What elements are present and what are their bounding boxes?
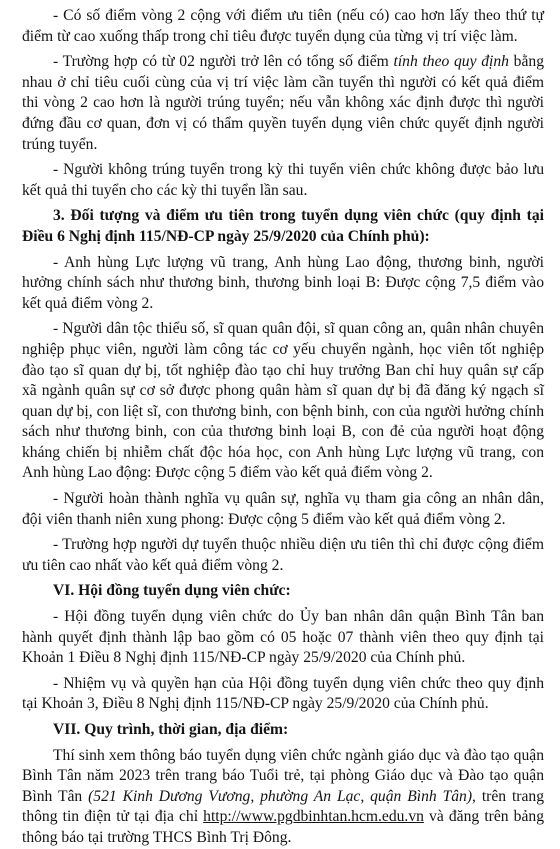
section-heading-council: VI. Hội đồng tuyển dụng viên chức: [53, 582, 291, 600]
tie-rule-text-start: - Trường hợp có từ 02 người trở lên có tổng số điểm [53, 53, 394, 71]
paragraph-no-reservation: - Người không trúng tuyển trong kỳ thi tuyển viên chức không được bảo lưu kết quả thi tuyển cho các kỳ thi tuyển lần sau. [22, 161, 544, 199]
paragraph-priority-groups: - Người dân tộc thiểu số, sĩ quan quân đội, sĩ quan công an, quân nhân chuyên nghiệp phục viên, người làm công tác cơ yếu chuyển ngành, học viên tốt nghiệp đào tạo sĩ quan dự bị, tốt nghiệp đào tạo chỉ huy trưởng Ban chỉ huy quân sự cấp xã ngành quân sự cơ sở được phong quân hàm sĩ quan dự bị đã đăng ký ngạch sĩ quan dự bị, con liệt sĩ, con thương binh, con bệnh binh, con của người hưởng chính sách như thương binh, con của thương binh loại B, con đẻ của người hoạt động kháng chiến bị nhiễm chất độc hóa học, con Anh hùng Lực lượng vũ trang, con Anh hùng Lao động: Được cộng 5 điểm vào kết quả điểm vòng 2. [22, 320, 544, 482]
paragraph-priority-service: - Người hoàn thành nghĩa vụ quân sự, nghĩa vụ tham gia công an nhân dân, đội viên thanh niên xung phong: Được cộng 5 điểm vào kết quả điểm vòng 2. [22, 490, 544, 528]
procedure-text-end: và đăng trên bảng thông báo tại trường THCS Bình Trị Đông. [22, 808, 544, 846]
paragraph-procedure-notice [22, 746, 544, 849]
paragraph-priority-multiple: - Trường hợp người dự tuyển thuộc nhiều diện ưu tiên thì chỉ được cộng điểm ưu tiên cao nhất vào kết quả điểm vòng 2. [22, 536, 544, 574]
paragraph-tie-rule [22, 52, 544, 155]
paragraph-ranking-rule: - Có số điểm vòng 2 cộng với điểm ưu tiên (nếu có) cao hơn lấy theo thứ tự điểm từ cao xuống thấp trong chỉ tiêu được tuyển dụng của từng vị trí việc làm. [22, 7, 544, 45]
paragraph-council-duties: - Nhiệm vụ và quyền hạn của Hội đồng tuyển dụng viên chức theo quy định tại Khoản 3, Điều 8 Nghị định 115/NĐ-CP ngày 25/9/2020 của Chính phủ. [22, 674, 544, 713]
procedure-text-middle: , trên trang thông tin điện tử tại địa chỉ [22, 787, 545, 826]
paragraph-priority-heroes: - Anh hùng Lực lượng vũ trang, Anh hùng Lao động, thương binh, người hưởng chính sách như thương binh, thương binh loại B: Được cộng 7,5 điểm vào kết quả điểm vòng 2. [22, 253, 544, 312]
tie-rule-italic: tính theo quy định [393, 53, 509, 71]
website-link[interactable]: http://www.pgdbinhtan.hcm.edu.vn [203, 808, 424, 826]
section-heading-procedure: VII. Quy trình, thời gian, địa điểm: [53, 721, 289, 738]
paragraph-council-formation: - Hội đồng tuyển dụng viên chức do Ủy ban nhân dân quận Bình Tân ban hành quyết định thành lập bao gồm có 05 hoặc 07 thành viên theo quy định tại Khoản 1 Điều 8 Nghị định 115/NĐ-CP ngày 25/9/2020 của Chính phủ. [22, 608, 544, 667]
procedure-text-start: Thí sinh xem thông báo tuyển dụng viên chức ngành giáo dục và đào tạo quận Bình Tân năm 2023 trên trang báo Tuổi trẻ, tại phòng Giáo dục và Đào tạo quận Bình Tân [22, 746, 544, 805]
procedure-address-italic: (521 Kinh Dương Vương, phường An Lạc, quận Bình Tân) [88, 787, 473, 805]
tie-rule-text-end: bằng nhau ở chỉ tiêu cuối cùng của vị trí việc làm cần tuyển thì người có kết quả điểm thi vòng 2 cao hơn là người trúng tuyển; nếu vẫn không xác định được thì người đứng đầu cơ quan, đơn vị có thẩm quyền tuyển dụng viên chức quyết định người trúng tuyển. [22, 53, 544, 153]
section-heading-priority: 3. Đối tượng và điểm ưu tiên trong tuyển dụng viên chức (quy định tại Điều 6 Nghị định 115/NĐ-CP ngày 25/9/2020 của Chính phủ): [22, 207, 544, 245]
